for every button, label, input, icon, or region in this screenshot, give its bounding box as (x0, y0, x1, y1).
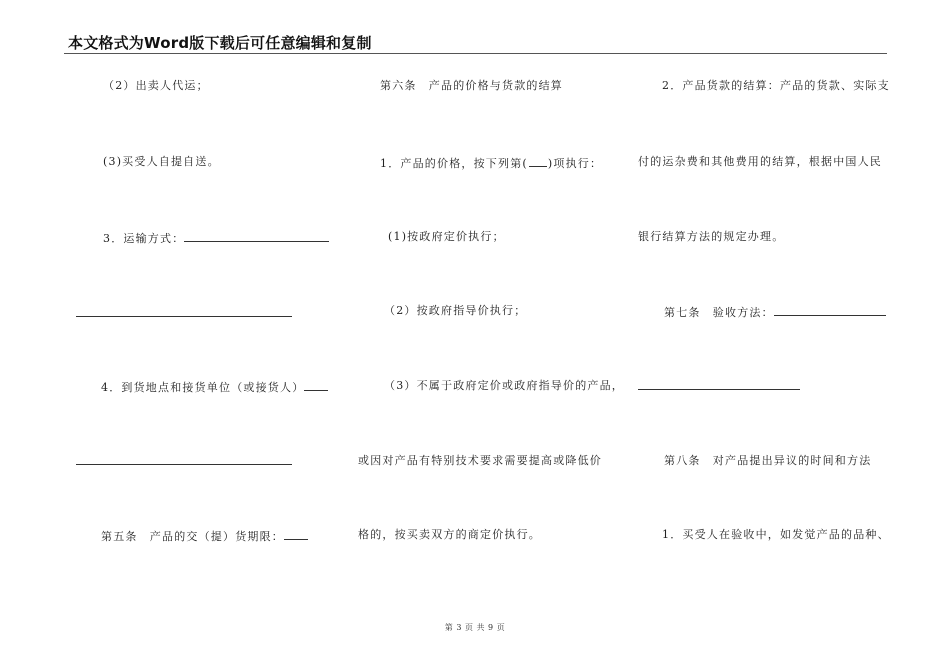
middle-line-2 (380, 155, 602, 171)
left-line-4-text: 4．到货地点和接货单位（或接货人） (101, 381, 305, 394)
left-line-2: (3)买受人自提自送。 (103, 155, 220, 168)
middle-line-1: 第六条 产品的价格与货款的结算 (380, 79, 563, 92)
page-number: 第 3 页 共 9 页 (444, 623, 506, 632)
inspection-method-blank (774, 304, 886, 316)
middle-line-6: 或因对产品有特别技术要求需要提高或降低价 (358, 454, 602, 467)
document-header-title: 本文格式为Word版下载后可任意编辑和复制 (68, 34, 372, 52)
right-line-1: 2．产品货款的结算：产品的货款、实际支 (662, 79, 890, 92)
left-column (0, 0, 330, 672)
right-line-4-text: 第七条 验收方法： (664, 306, 774, 319)
left-line-3-text: 3．运输方式： (103, 232, 185, 245)
middle-line-2b: )项执行： (547, 157, 603, 170)
left-blank-line-1 (76, 316, 292, 317)
middle-line-2a: 1．产品的价格，按下列第( (380, 157, 528, 170)
left-line-5-text: 第五条 产品的交（提）货期限： (101, 530, 284, 543)
left-blank-line-2 (76, 464, 292, 465)
middle-line-4: （2）按政府指导价执行； (384, 304, 527, 317)
middle-line-5: （3）不属于政府定价或政府指导价的产品， (384, 379, 624, 392)
right-line-5: 第八条 对产品提出异议的时间和方法 (664, 454, 872, 467)
right-line-6: 1．买受人在验收中，如发觉产品的品种、 (662, 528, 890, 541)
left-line-5 (101, 528, 308, 544)
right-line-4 (664, 304, 886, 320)
middle-column (340, 0, 630, 672)
left-line-4 (101, 379, 328, 395)
left-line-3 (103, 230, 329, 246)
left-line-1: （2）出卖人代运； (103, 79, 209, 92)
middle-line-3: (1)按政府定价执行； (388, 230, 505, 243)
price-option-blank (529, 155, 547, 167)
right-blank-line-1 (638, 389, 800, 390)
right-line-2: 付的运杂费和其他费用的结算，根据中国人民 (638, 155, 882, 168)
right-column (630, 0, 890, 672)
middle-line-7: 格的，按买卖双方的商定价执行。 (358, 528, 541, 541)
delivery-term-blank (284, 528, 308, 540)
consignee-blank (304, 379, 328, 391)
transport-method-blank (184, 230, 329, 242)
right-line-3: 银行结算方法的规定办理。 (638, 230, 785, 243)
